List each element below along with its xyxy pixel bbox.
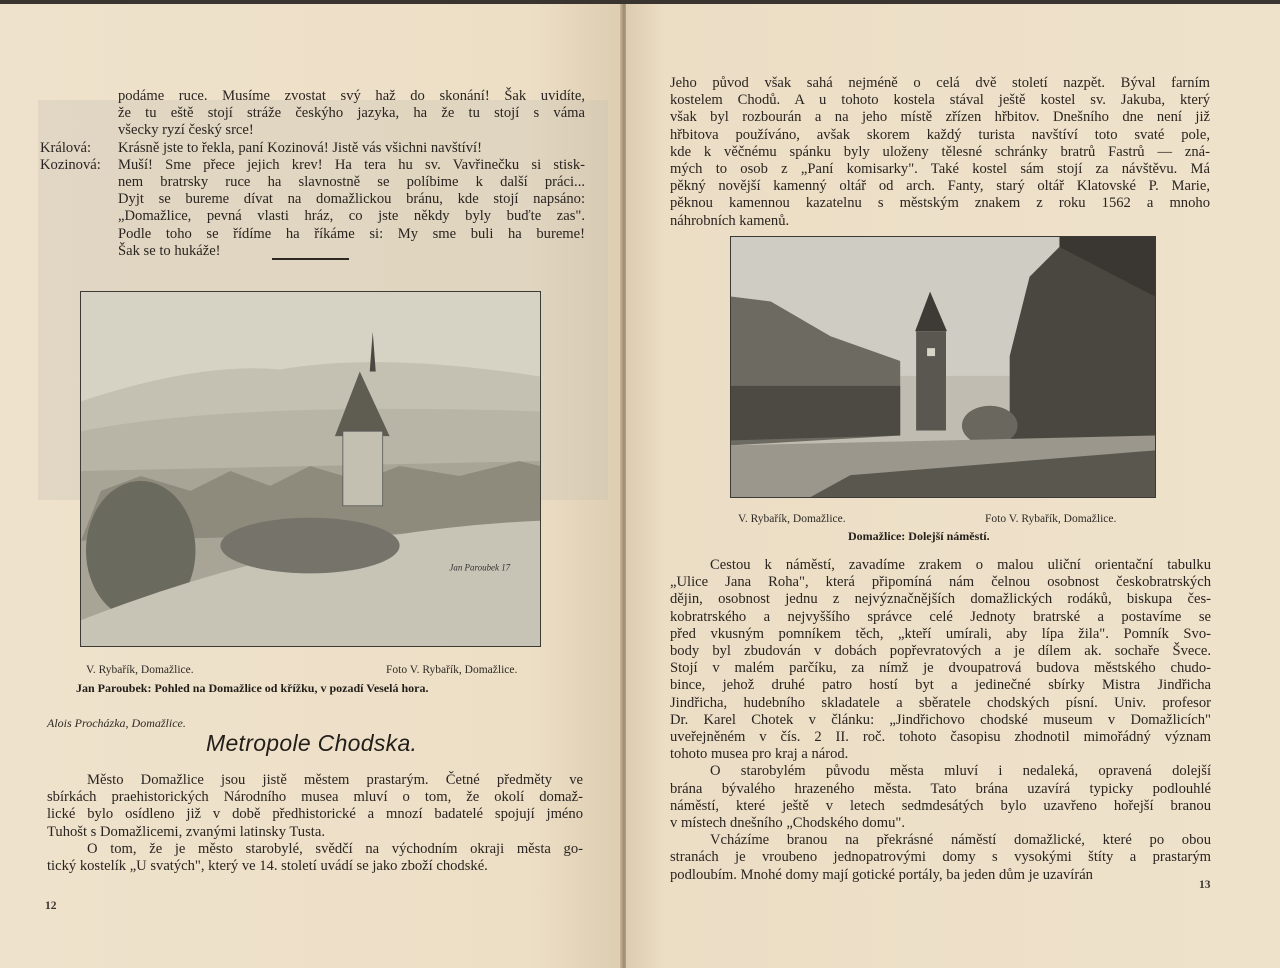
dialogue-text [118, 174, 585, 191]
figure2-credit-right: Foto V. Rybařík, Domažlice. [985, 513, 1117, 525]
text-line: body byl zbudován v dobách popřevratových a je dílem ak. sochaře Švece. [670, 643, 1211, 660]
text-line: v místech dnešního „Chodského domu". [670, 815, 905, 832]
section-divider [272, 258, 349, 260]
dialogue-row [40, 88, 585, 105]
text-line: Dr. Karel Chotek v článku: „Jindřichovo chodské museum v Domažlicích" [670, 711, 1211, 728]
text-line: bince, jehož druhé patro hostí byt a jedinečné sbírky Mistra Jindřicha [670, 677, 1211, 694]
text-line: Podle toho se řídíme ha říkáme si: My sme buli ha bureme! [118, 225, 585, 242]
text-line: brána bývalého hrazeného města. Tato brána uzavírá typicky podlouhlé [670, 780, 1211, 797]
dialogue-row [40, 122, 585, 139]
article-body-left [47, 772, 583, 875]
text-line: podloubím. Mnohé domy mají gotické portály, ba jeden dům je uzavírán [670, 866, 1093, 883]
intro-paragraph [670, 75, 1210, 230]
drawing-domazlice-view [80, 291, 541, 647]
text-line: Vcházíme branou na překrásné náměstí domažlické, které po obou [710, 832, 1211, 849]
text-line: uveřejněném v čís. 2 II. roč. tohoto časopisu zhodnotil mimořádný význam [670, 729, 1211, 746]
figure1-credit-right: Foto V. Rybařík, Domažlice. [386, 664, 518, 676]
dialogue-block [40, 88, 585, 260]
speaker-label: Kozinová: [40, 156, 101, 173]
dialogue-text [118, 140, 585, 157]
article-body-right [670, 557, 1211, 884]
text-line: kostelem Chodů. A u tohoto kostela stával ještě kostel sv. Jakuba, který [670, 92, 1210, 109]
dialogue-row [40, 140, 585, 157]
dialogue-row [40, 208, 585, 225]
figure2-credit-left: V. Rybařík, Domažlice. [738, 513, 846, 525]
dialogue-row [40, 157, 585, 174]
text-line: „Ulice Jana Roha", která připomíná nám čelnou osobnost českobratrských [670, 574, 1211, 591]
figure1-caption: Jan Paroubek: Pohled na Domažlice od křížku, v pozadí Veselá hora. [76, 681, 429, 695]
text-line: však byl rozbourán a na jeho místě zřízen hřbitov. Dnešního dne není již [670, 109, 1210, 126]
text-line: tický kostelík „U svatých", který ve 14. století uvádí se jako zboží chodské. [47, 858, 488, 875]
speaker-label [40, 191, 118, 208]
figure1-credit-left: V. Rybařík, Domažlice. [86, 664, 194, 676]
text-line: kde k věčnému spánku byly uloženy tělesné schránky bratrů Fastrů — zná- [670, 143, 1210, 160]
text-line: náhrobních kamenů. [670, 212, 790, 229]
dialogue-row [40, 191, 585, 208]
text-line: O tom, že je město starobylé, svědčí na východním okraji města go- [87, 840, 583, 857]
text-line: Krásně jste to řekla, paní Kozinová! Jistě vás všichni navštíví! [118, 139, 482, 156]
speaker-label [40, 243, 118, 260]
text-line: lické bylo osídleno již v době předhistorické a mnozí badatelé spojují jméno [47, 806, 583, 823]
text-line: tohoto musea pro kraj a národ. [670, 746, 849, 763]
dialogue-text [118, 105, 585, 122]
photo-dolejsi-namesti [730, 236, 1156, 498]
text-line: náměstí, které ještě v letech sedmdesátých bylo uzavřeno hořejší branou [670, 797, 1211, 814]
text-line: dějin, osobnost jednu z nejvýznačnějších domažlických rodáků, biskupa čes- [670, 591, 1211, 608]
text-line: „Domažlice, pevná vlasti hráz, co jste někdy byly buďte zas". [118, 208, 585, 225]
text-line: Jindřicha, hudebního skladatele a sběratele chodských písní. Univ. profesor [670, 694, 1211, 711]
speaker-label [40, 88, 118, 105]
text-line: sbírkách praehistorických Národního musea mluví o tom, že okolí domaž- [47, 789, 583, 806]
speaker-label [40, 174, 118, 191]
dialogue-text [118, 226, 585, 243]
text-line: Stojí v malém parčíku, za nímž je dvoupatrová budova městského chudo- [670, 660, 1211, 677]
text-line: všecky ryzí český srce! [118, 122, 254, 139]
speaker-label: Králová: [40, 139, 92, 156]
page-number-right: 13 [1199, 879, 1211, 891]
dialogue-row [40, 174, 585, 191]
dialogue-text [118, 157, 585, 174]
text-line: že tu eště stojí stráže českýho jazyka, ha že tu stojí s váma [118, 105, 585, 122]
dialogue-text [118, 88, 585, 105]
signature: Jan Paroubek 17 [449, 562, 511, 573]
text-line: pěknou kamennou kazatelnu s městským znakem z roku 1562 a mnoho [670, 195, 1210, 212]
text-line: Muší! Sme přece jejich krev! Ha tera hu sv. Vavřinečku si stisk- [118, 156, 585, 173]
text-line: stranách je vroubeno jednopatrovými domy s vysokými štíty a prastarým [670, 849, 1211, 866]
dialogue-text [118, 122, 585, 139]
text-line: kobratrského a nejvyššího správce celé Jednoty bratrské a postavíme se [670, 608, 1211, 625]
text-line: Šak se to hukáže! [118, 242, 221, 259]
drawing-illustration [81, 292, 540, 646]
text-line: Dyjt se bureme dívat na domažlickou bránu, kde stojí napsáno: [118, 191, 585, 208]
speaker-label [40, 208, 118, 225]
text-line: před vkusným pomníkem těch, „kteří umírali, aby lípa žila". Pomník Svo- [670, 625, 1211, 642]
dialogue-text [118, 191, 585, 208]
text-line: Cestou k náměstí, zavadíme zrakem o malou uliční orientační tabulku [710, 557, 1211, 573]
dialogue-text [118, 243, 585, 260]
text-line: Jeho původ však sahá nejméně o celá dvě století nazpět. Býval farním [670, 75, 1210, 91]
text-line: podáme ruce. Musíme zvostat svý haž do skonání! Šak uvidíte, [118, 88, 585, 104]
figure2-caption: Domažlice: Dolejší náměstí. [848, 529, 990, 543]
speaker-label [40, 226, 118, 243]
text-line: hřbitova používáno, avšak skorem každý turista navštíví toto svaté pole, [670, 126, 1210, 143]
text-line: Tuhošt s Domažlicemi, zvanými latinsky Tusta. [47, 823, 325, 840]
text-line: mých to osob z „Paní komisarky". Také kostel sám stojí za návštěvu. Má [670, 161, 1210, 178]
article-title: Metropole Chodska. [206, 730, 418, 756]
text-line: pěkný novější kamenný oltář od arch. Fanty, starý oltář Klatovské P. Marie, [670, 178, 1210, 195]
dialogue-text [118, 208, 585, 225]
speaker-label [40, 105, 118, 122]
dialogue-row [40, 226, 585, 243]
speaker-label [40, 122, 118, 139]
text-line: O starobylém původu města mluví i nedaleká, opravená dolejší [710, 763, 1211, 780]
text-line: nem bratrsky ruce ha slavnostně se políbime k další práci... [118, 174, 585, 191]
article-author: Alois Procházka, Domažlice. [47, 716, 186, 730]
dialogue-row [40, 105, 585, 122]
page-number-left: 12 [45, 900, 57, 912]
text-line: Město Domažlice jsou jistě městem prastarým. Četné předměty ve [87, 772, 583, 788]
photo-illustration [731, 237, 1155, 497]
